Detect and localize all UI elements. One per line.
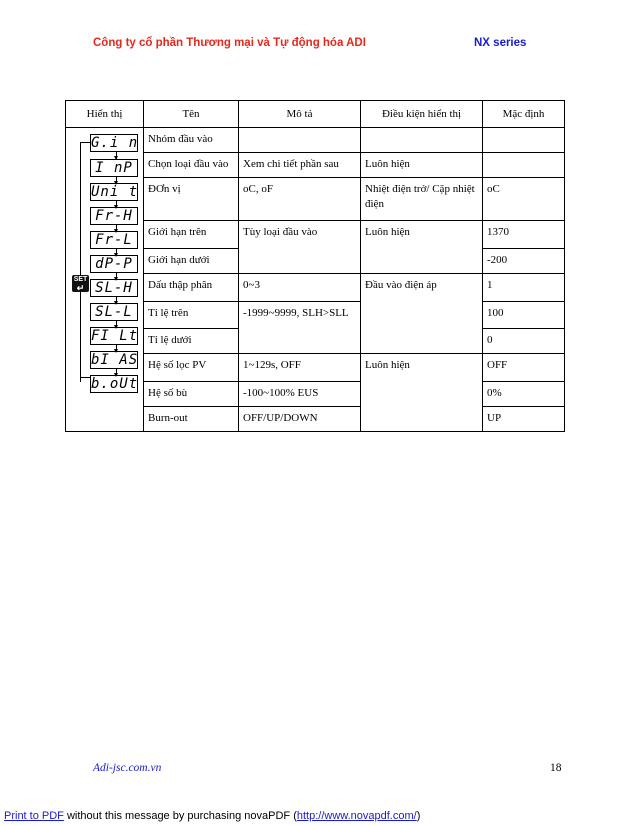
default-cell: 1370 (483, 221, 565, 249)
name-cell: Dấu thập phân (144, 273, 239, 301)
default-cell: 100 (483, 301, 565, 329)
lcd-display: I nP (90, 159, 138, 177)
condition-cell: Luôn hiện (361, 153, 483, 178)
default-cell: 0 (483, 329, 565, 354)
lcd-display: Fr-L (90, 231, 138, 249)
condition-cell: Luôn hiện (361, 221, 483, 274)
name-cell: Burn-out (144, 407, 239, 432)
name-cell: Nhóm đầu vào (144, 128, 239, 153)
lcd-display: bI AS (91, 352, 139, 368)
name-cell: ĐƠn vị (144, 178, 239, 221)
lcd-display: Fr-H (90, 207, 138, 225)
description-cell: OFF/UP/DOWN (239, 407, 361, 432)
name-cell: Tỉ lệ trên (144, 301, 239, 329)
condition-cell: Đầu vào điện áp (361, 273, 483, 354)
pdf-notice-text: without this message by purchasing novaPDF ( (63, 810, 297, 822)
table-header-row (66, 101, 565, 128)
pdf-notice (4, 810, 420, 822)
name-cell: Chọn loại đầu vào (144, 153, 239, 178)
page-number: 18 (550, 762, 562, 774)
default-cell: -200 (483, 248, 565, 273)
condition-cell: Nhiệt điện trở/ Cặp nhiệt điện (361, 178, 483, 221)
condition-cell (361, 128, 483, 153)
lcd-display: b.oUt (91, 376, 139, 392)
lcd-display: Uni t (91, 184, 139, 200)
description-cell: 1~129s, OFF (239, 354, 361, 382)
display-diagram (66, 128, 144, 432)
description-cell: Xem chi tiết phần sau (239, 153, 361, 178)
name-cell: Giới hạn trên (144, 221, 239, 249)
default-cell: 0% (483, 382, 565, 407)
header-display: Hiển thị (66, 101, 144, 128)
name-cell: Hệ số bù (144, 382, 239, 407)
print-to-pdf-link[interactable]: Print to PDF (4, 810, 64, 822)
company-name: Công ty cổ phần Thương mại và Tự động hóa ADI (93, 37, 366, 49)
lcd-display: FI Lt (91, 328, 139, 344)
description-cell: -1999~9999, SLH>SLL (239, 301, 361, 354)
novapdf-link[interactable]: http://www.novapdf.com/ (296, 810, 417, 822)
lcd-display: G.i n (91, 135, 139, 151)
header-description: Mô tả (239, 101, 361, 128)
header-default: Mặc định (483, 101, 565, 128)
header-name: Tên (144, 101, 239, 128)
header-condition: Điều kiện hiển thị (361, 101, 483, 128)
table-row (66, 128, 565, 153)
default-cell: UP (483, 407, 565, 432)
default-cell: oC (483, 178, 565, 221)
lcd-display: SL-L (90, 303, 138, 321)
lcd-display: dP-P (90, 255, 138, 273)
condition-cell: Luôn hiện (361, 354, 483, 432)
default-cell (483, 153, 565, 178)
description-cell: Tùy loại đầu vào (239, 221, 361, 274)
name-cell: Giới hạn dưới (144, 248, 239, 273)
name-cell: Hệ số lọc PV (144, 354, 239, 382)
default-cell: 1 (483, 273, 565, 301)
series-name: NX series (474, 37, 527, 49)
footer-website: Adi-jsc.com.vn (93, 762, 162, 774)
description-cell: oC, oF (239, 178, 361, 221)
lcd-display: SL-H (90, 279, 138, 297)
default-cell (483, 128, 565, 153)
description-cell: -100~100% EUS (239, 382, 361, 407)
connector-line (80, 142, 81, 382)
down-arrow (116, 152, 117, 159)
description-cell: 0~3 (239, 273, 361, 301)
parameter-table (65, 100, 565, 432)
description-cell (239, 128, 361, 153)
name-cell: Tỉ lệ dưới (144, 329, 239, 354)
pdf-notice-end: ) (416, 810, 421, 822)
set-key-icon: SET ↵ (73, 276, 88, 293)
default-cell: OFF (483, 354, 565, 382)
